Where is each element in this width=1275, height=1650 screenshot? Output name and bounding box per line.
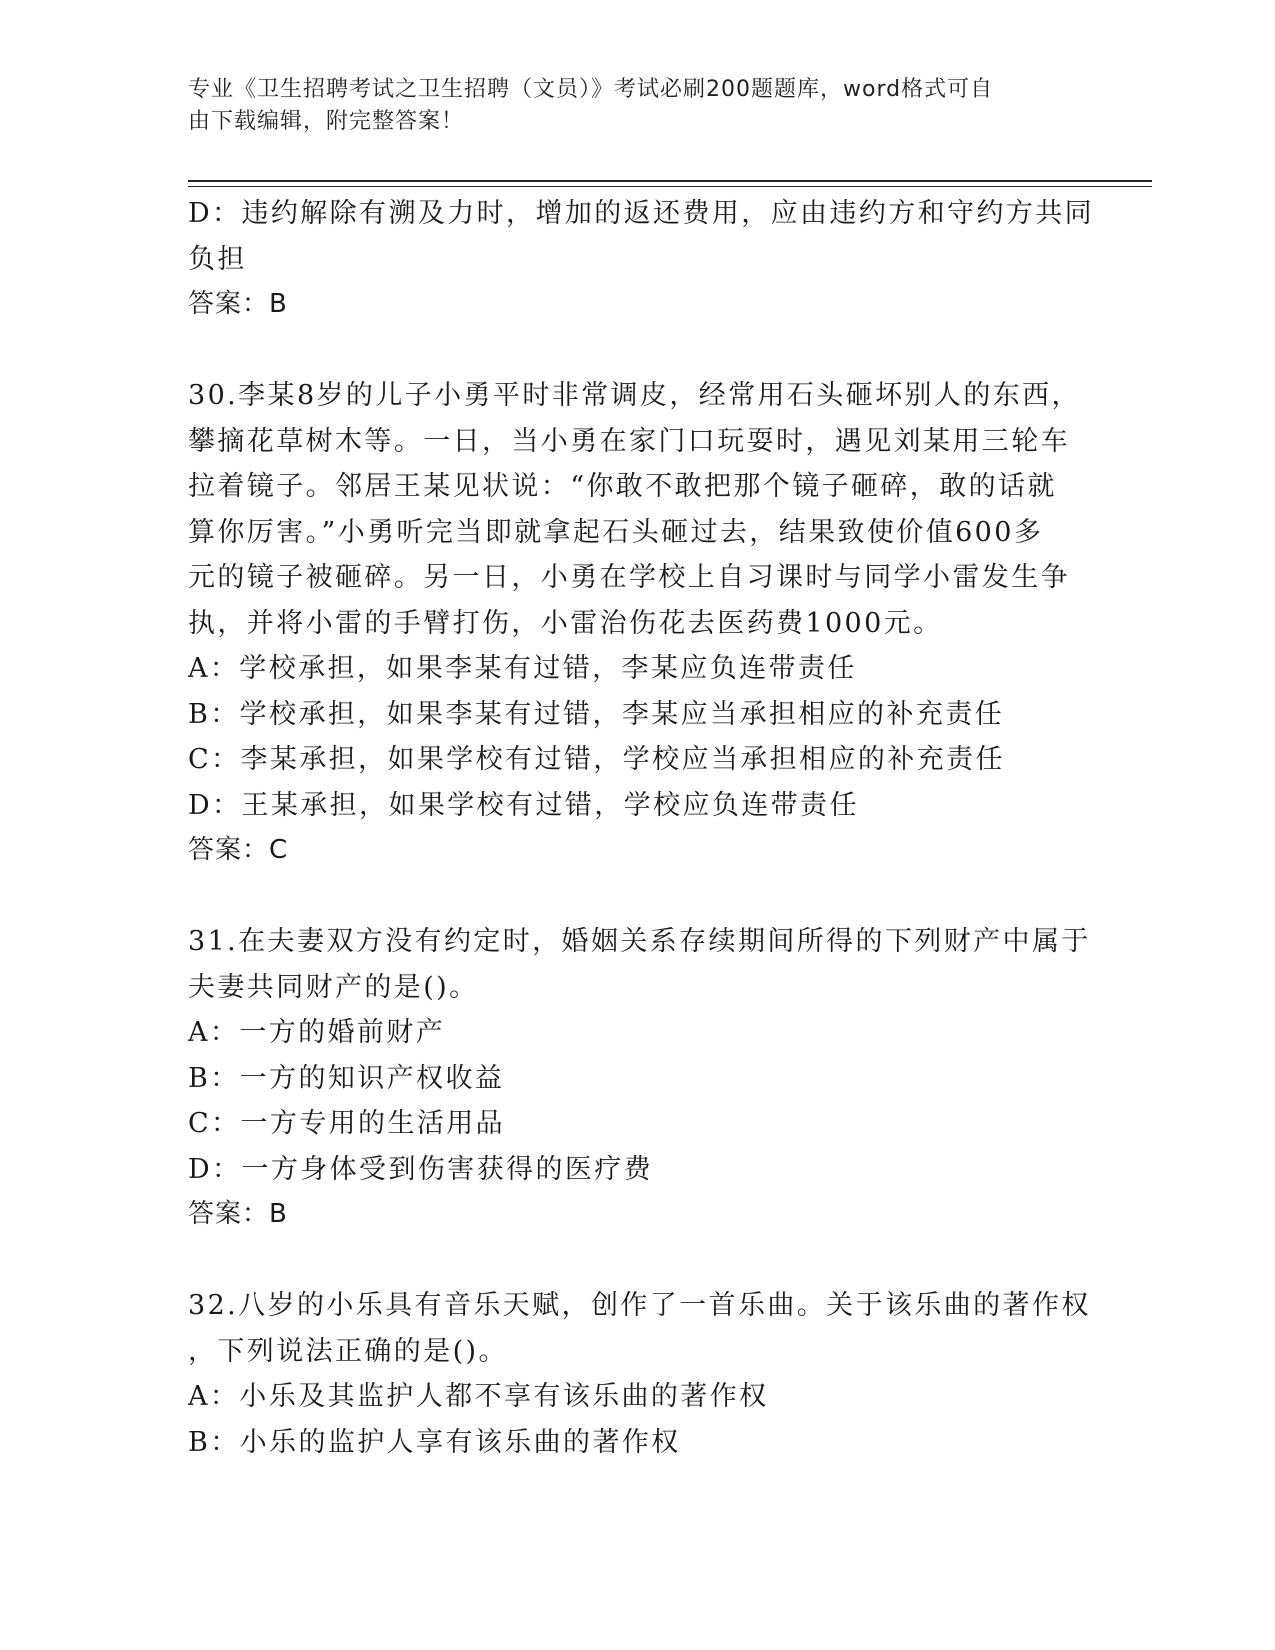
prev-answer: 答案：B bbox=[188, 289, 288, 319]
q30-option-b: B：学校承担，如果李某有过错，李某应当承担相应的补充责任 bbox=[188, 698, 1005, 730]
q30-answer: 答案：C bbox=[188, 835, 289, 865]
header-line-1: 专业《卫生招聘考试之卫生招聘（文员）》考试必刷200题题库，word格式可自 bbox=[188, 77, 994, 102]
q30-stem-line: 30.李某8岁的儿子小勇平时非常调皮，经常用石头砸坏别人的东西， bbox=[188, 380, 1081, 411]
header-divider bbox=[188, 180, 1152, 182]
q30-stem-line: 算你厉害。”小勇听完当即就拿起石头砸过去，结果致使价值600多 bbox=[188, 516, 1044, 548]
prev-option-d-line-1: D：违约解除有溯及力时，增加的返还费用，应由违约方和守约方共同 bbox=[188, 198, 1095, 229]
q32-stem-line: 32.八岁的小乐具有音乐天赋，创作了一首乐曲。关于该乐曲的著作权 bbox=[188, 1290, 1091, 1321]
q31-option-c: C：一方专用的生活用品 bbox=[188, 1108, 506, 1139]
q31-option-d: D：一方身体受到伤害获得的医疗费 bbox=[188, 1153, 654, 1185]
q30-stem-line: 拉着镜子。邻居王某见状说：“你敢不敢把那个镜子砸碎，敢的话就 bbox=[188, 471, 1057, 502]
q30-option-c: C：李某承担，如果学校有过错，学校应当承担相应的补充责任 bbox=[188, 744, 1005, 775]
q31-stem-line: 夫妻共同财产的是()。 bbox=[188, 971, 479, 1003]
q30-stem-line: 执，并将小雷的手臂打伤，小雷治伤花去医药费1000元。 bbox=[188, 607, 943, 639]
spacer bbox=[188, 874, 1078, 920]
header-line-2: 由下载编辑，附完整答案！ bbox=[188, 109, 465, 134]
q31-option-b: B：一方的知识产权收益 bbox=[188, 1062, 505, 1094]
q30-option-a: A：学校承担，如果李某有过错，李某应负连带责任 bbox=[188, 653, 857, 684]
spacer bbox=[188, 1238, 1078, 1284]
header-divider-thin bbox=[188, 186, 1152, 187]
document-header bbox=[188, 74, 1068, 138]
q32-option-a: A：小乐及其监护人都不享有该乐曲的著作权 bbox=[188, 1381, 769, 1412]
q31-answer: 答案：B bbox=[188, 1199, 288, 1229]
question-content bbox=[188, 191, 1095, 1465]
q31-option-a: A：一方的婚前财产 bbox=[188, 1017, 446, 1048]
q32-stem-line: ，下列说法正确的是()。 bbox=[188, 1335, 508, 1367]
q30-stem-line: 攀摘花草树木等。一日，当小勇在家门口玩耍时，遇见刘某用三轮车 bbox=[188, 425, 1070, 457]
q30-stem-line: 元的镜子被砸碎。另一日，小勇在学校上自习课时与同学小雷发生争 bbox=[188, 562, 1070, 593]
prev-option-d-line-2: 负担 bbox=[188, 243, 247, 275]
q31-stem-line: 31.在夫妻双方没有约定时，婚姻关系存续期间所得的下列财产中属于 bbox=[188, 926, 1091, 957]
q30-option-d: D：王某承担，如果学校有过错，学校应负连带责任 bbox=[188, 789, 859, 821]
q32-option-b: B：小乐的监护人享有该乐曲的著作权 bbox=[188, 1426, 681, 1458]
spacer bbox=[188, 328, 1078, 374]
